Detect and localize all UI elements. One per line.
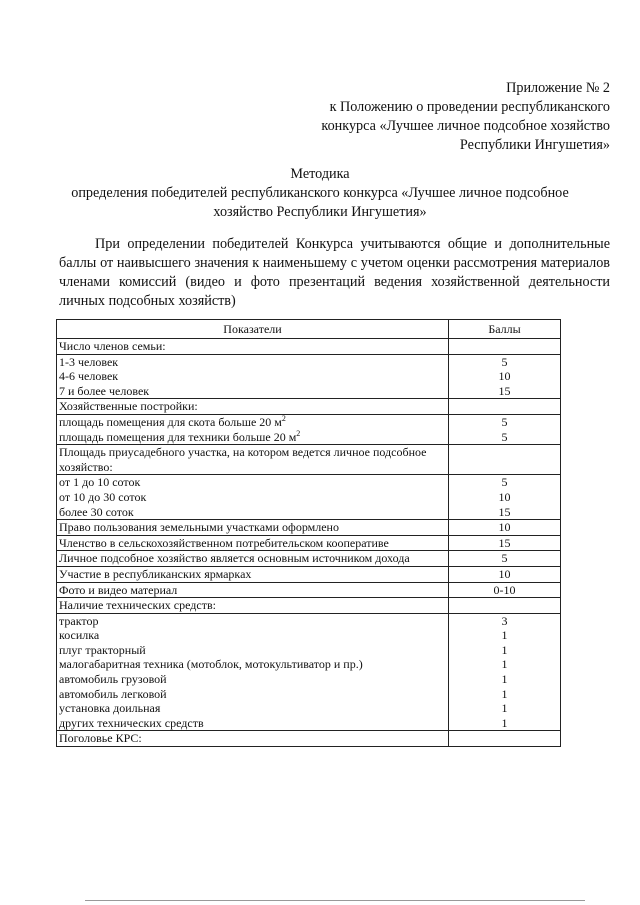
table-row: [57, 613, 561, 731]
plot-items: от 1 до 10 соток от 10 до 30 соток более 30 соток: [57, 475, 449, 520]
buildings-heading: Хозяйственные постройки:: [57, 399, 449, 415]
header-points: Баллы: [449, 320, 561, 339]
fairs-label: Участие в республиканских ярмарках: [57, 566, 449, 582]
table-row: [57, 731, 561, 747]
family-points: 5 10 15: [449, 354, 561, 399]
family-items: 1-3 человек 4-6 человек 7 и более человек: [57, 354, 449, 399]
plot-points: 5 10 15: [449, 475, 561, 520]
plot-heading: Площадь приусадебного участка, на котором ведется личное подсобное хозяйство:: [57, 445, 449, 475]
page-bottom-rule: [85, 900, 585, 901]
title-line-2: определения победителей республиканского конкурса «Лучшее личное подсобное: [71, 185, 569, 201]
buildings-points: 5 5: [449, 414, 561, 444]
annex-header: [321, 79, 610, 155]
table-row: [57, 520, 561, 536]
annex-reference-1: к Положению о проведении республиканского: [329, 99, 610, 115]
cattle-heading: Поголовье КРС:: [57, 731, 449, 747]
table-row: [57, 566, 561, 582]
scoring-table: [56, 319, 561, 747]
table-row: [57, 339, 561, 355]
header-indicator: Показатели: [57, 320, 449, 339]
equipment-items: трактор косилка плуг тракторный малогабаритная техника (мотоблок, мотокультиватор и пр.) автомобиль грузовой автомобиль легковой установка доильная других технических средств: [57, 613, 449, 731]
equipment-points: 3 1 1 1 1 1 1 1: [449, 613, 561, 731]
income-source-points: 5: [449, 551, 561, 567]
table-row: [57, 354, 561, 399]
table-header-row: [57, 320, 561, 339]
media-points: 0-10: [449, 582, 561, 598]
annex-number: Приложение № 2: [506, 80, 610, 96]
table-row: [57, 598, 561, 614]
family-heading: Число членов семьи:: [57, 339, 449, 355]
annex-reference-2: конкурса «Лучшее личное подсобное хозяйство: [321, 118, 610, 134]
table-row: [57, 445, 561, 475]
land-rights-label: Право пользования земельными участками оформлено: [57, 520, 449, 536]
title-line-3: хозяйство Республики Ингушетия»: [213, 204, 427, 220]
table-row: [57, 535, 561, 551]
title-line-1: Методика: [290, 166, 350, 182]
table-row: [57, 551, 561, 567]
fairs-points: 10: [449, 566, 561, 582]
land-rights-points: 10: [449, 520, 561, 536]
intro-paragraph: При определении победителей Конкурса учитываются общие и дополнительные баллы от наивысшего значения к наименьшему с учетом оценки рассмотрения материалов членами комиссий (видео и фото презентаций ведения хозяйственной деятельности личных подсобных хозяйств): [59, 236, 610, 309]
equipment-heading: Наличие технических средств:: [57, 598, 449, 614]
table-row: [57, 399, 561, 415]
annex-reference-3: Республики Ингушетия»: [459, 137, 610, 153]
cooperative-points: 15: [449, 535, 561, 551]
media-label: Фото и видео материал: [57, 582, 449, 598]
document-title: [0, 165, 640, 222]
table-row: [57, 582, 561, 598]
table-row: [57, 414, 561, 444]
cooperative-label: Членство в сельскохозяйственном потребительском кооперативе: [57, 535, 449, 551]
table-row: [57, 475, 561, 520]
buildings-items: площадь помещения для скота больше 20 $м^2$ площадь помещения для техники больше 20 $м^2$: [57, 414, 449, 444]
income-source-label: Личное подсобное хозяйство является основным источником дохода: [57, 551, 449, 567]
